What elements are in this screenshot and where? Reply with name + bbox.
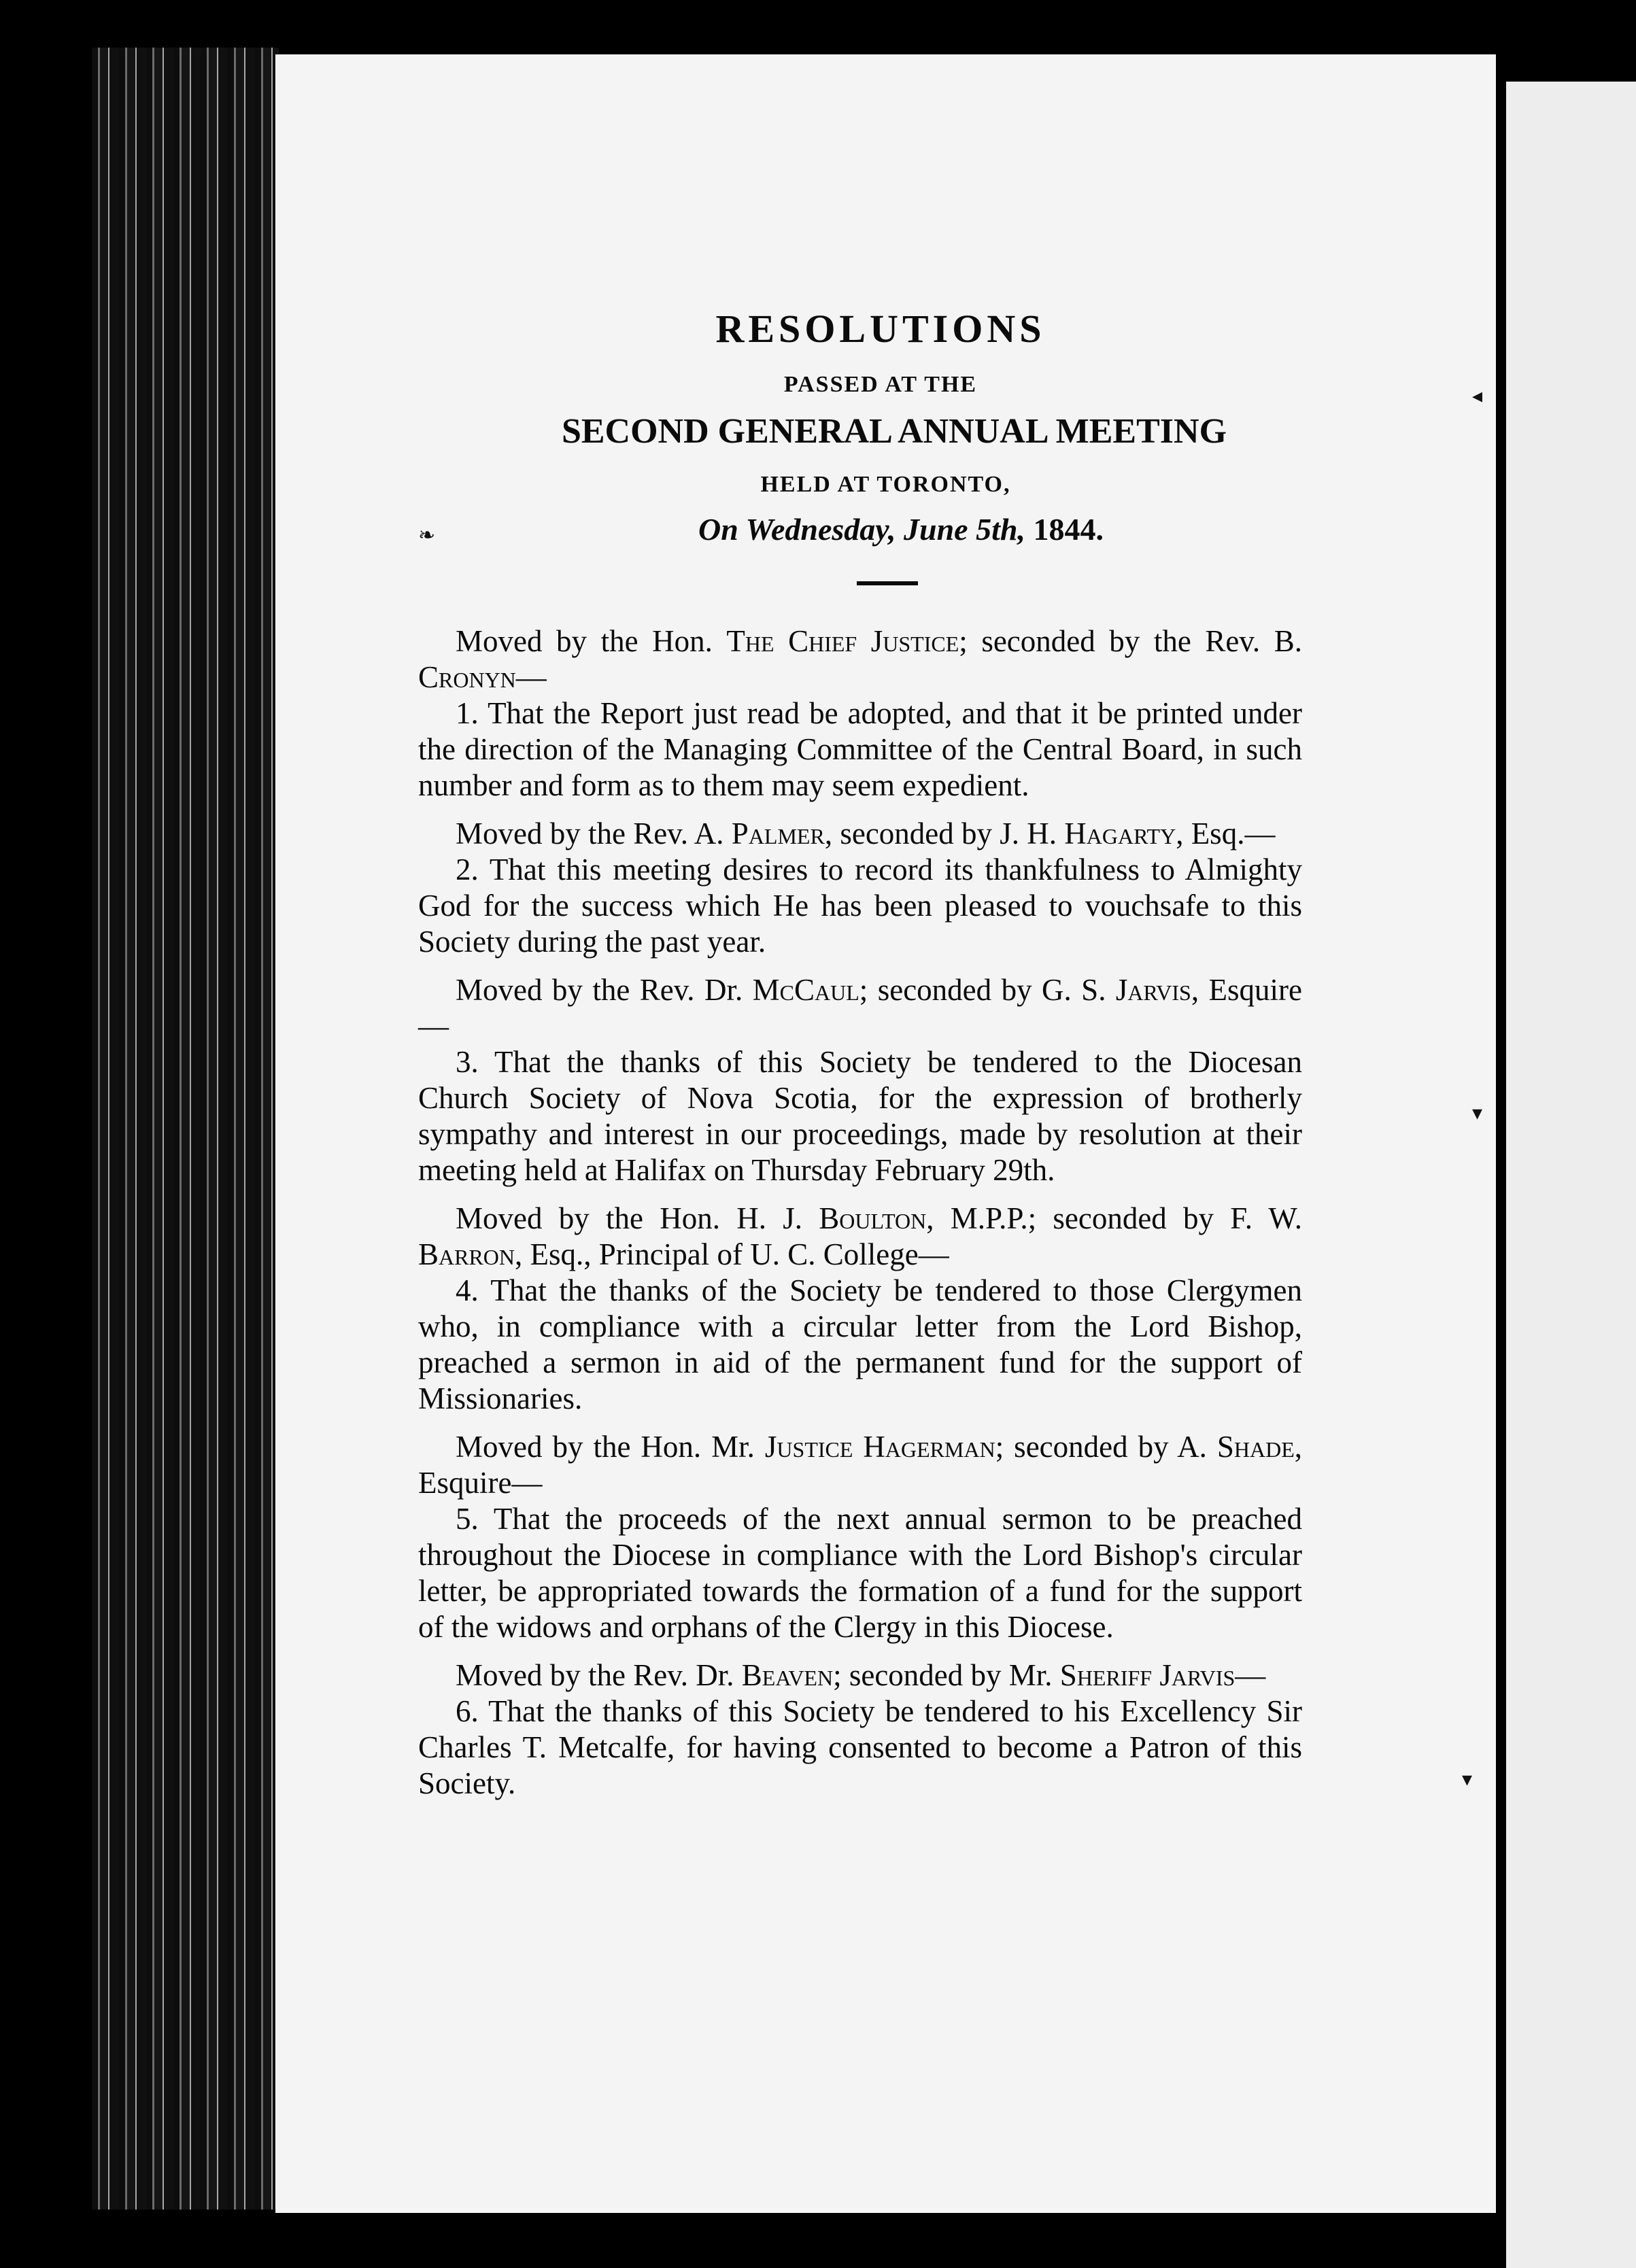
date-year: 1844. [1033,512,1104,547]
resolution-text: 2. That this meeting desires to record its thankfulness to Almighty God for the success which He has been pleased to vouchsafe to this Society during the past year. [418,853,1302,959]
mover-text: ; seconded by Mr. [833,1658,1060,1692]
mover-text: , Esquire— [418,1430,1302,1500]
mover-text: ; seconded by G. S. [859,973,1116,1007]
resolution-item [418,623,1302,804]
seconder-name: Cronyn [418,660,516,694]
mover-line [418,1657,1302,1694]
mover-text: Moved by the Rev. Dr. [456,973,753,1007]
mover-name: The Chief Justice [726,624,959,658]
resolution-text: 3. That the thanks of this Society be tendered to the Diocesan Church Society of Nova Scotia, for the expression of brotherly sympathy and interest in our proceedings, made by resolution at their meeting held at Halifax on Thursday February 29th. [418,1045,1302,1187]
date-month: June 5th, [904,512,1025,547]
mover-line [418,1429,1302,1501]
mover-text: , Esquire— [418,973,1302,1043]
mover-name: McCaul [752,973,859,1007]
title-divider [857,581,918,585]
seconder-name: Sheriff Jarvis [1059,1658,1235,1692]
mover-text: , seconded by J. H. [824,817,1065,850]
resolution-item [418,1429,1302,1645]
resolution-text: 1. That the Report just read be adopted, and that it be printed under the direction of the Managing Committee of the Central Board, in such number and form as to them may seem expedient. [418,696,1302,802]
date-prefix: On Wednesday, [698,512,896,547]
seconder-name: Barron [418,1237,515,1271]
mover-name: Justice Hagerman [764,1430,995,1464]
mover-name: Beaven [741,1658,834,1692]
page-title: RESOLUTIONS [715,307,1046,351]
margin-mark: ▾ [1462,1768,1473,1791]
mover-text: — [1235,1658,1266,1692]
resolution-item [418,1657,1302,1802]
resolution-text: 5. That the proceeds of the next annual sermon to be preached throughout the Diocese in compliance with the Lord Bishop's circular letter, be appropriated towards the formation of a fund for the support of the widows and orphans of the Clergy in this Diocese. [418,1502,1302,1644]
mover-text: ; seconded by the Rev. B. [959,624,1302,658]
seconder-name: Jarvis [1115,973,1191,1007]
mover-text: Moved by the Hon. Mr. [456,1430,765,1464]
mover-text: , Esq.— [1176,817,1276,850]
mover-text: ; seconded by A. [995,1430,1217,1464]
subtitle-location: HELD AT TORONTO, [760,472,1011,497]
mover-name: Palmer [731,817,825,850]
subtitle-meeting: SECOND GENERAL ANNUAL MEETING [561,412,1227,451]
resolutions-list [418,623,1302,1802]
meeting-date [500,511,1302,547]
resolution-item [418,816,1302,960]
document-content [418,309,1302,1814]
mover-line [418,623,1302,695]
seconder-name: Shade [1216,1430,1295,1464]
resolution-text: 6. That the thanks of this Society be tendered to his Excellency Sir Charles T. Metcalfe, for having consented to become a Patron of this Society. [418,1694,1302,1800]
margin-mark: ▾ [1472,1102,1483,1124]
mover-line [418,1201,1302,1273]
book-spine-edge [92,48,279,2210]
margin-mark: ◂ [1472,385,1483,407]
adjacent-page-edge [1506,82,1636,2268]
mover-text: , Esq., Principal of U. C. College— [515,1237,949,1271]
resolution-item [418,1201,1302,1417]
resolution-text: 4. That the thanks of the Society be tendered to those Clergymen who, in compliance with a circular letter from the Lord Bishop, preached a sermon in aid of the permanent fund for the support of Missionaries. [418,1273,1302,1415]
mover-text: Moved by the Hon. [456,624,727,658]
mover-text: Moved by the Rev. Dr. [456,1658,742,1692]
mover-name: Boulton [819,1201,927,1235]
mover-text: Moved by the Hon. H. J. [456,1201,819,1235]
seconder-name: Hagarty [1064,817,1176,850]
subtitle-passed: PASSED AT THE [783,372,978,397]
resolution-item [418,972,1302,1188]
mover-text: — [515,660,547,694]
mover-text: Moved by the Rev. A. [456,817,732,850]
margin-mark: ❧ [418,524,436,547]
mover-line [418,816,1302,852]
mover-line [418,972,1302,1044]
mover-text: , M.P.P.; seconded by F. W. [926,1201,1302,1235]
